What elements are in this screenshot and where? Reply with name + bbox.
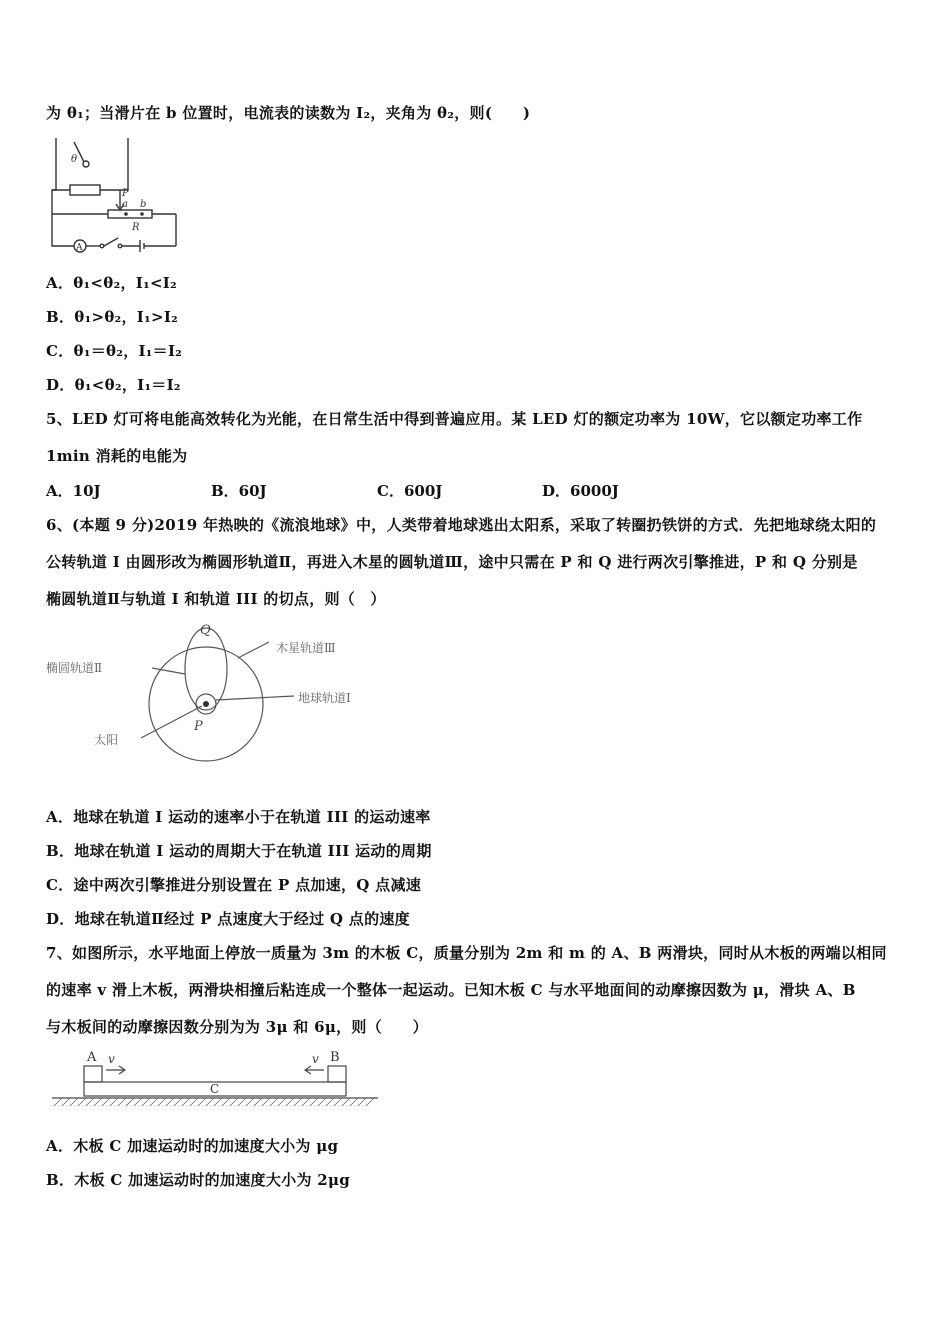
rheostat-R: [108, 210, 152, 218]
P-label: P: [194, 719, 203, 734]
q7-option-a[interactable]: A．木板 C 加速运动时的加速度大小为 μg: [46, 1137, 339, 1155]
ground-hatch: [54, 1098, 374, 1106]
q6-option-d[interactable]: D．地球在轨道Ⅱ经过 P 点速度大于经过 Q 点的速度: [46, 910, 410, 928]
q5-option-d[interactable]: D．6000J: [542, 482, 619, 500]
earth-orbit-label: 地球轨道Ⅰ: [298, 691, 351, 705]
P-label: P: [122, 188, 129, 199]
vA-label: v: [108, 1052, 115, 1066]
A-label: A: [87, 1050, 97, 1065]
block-B: [328, 1066, 346, 1082]
q5-stem-line2: 1min 消耗的电能为: [46, 447, 188, 465]
ellipse-orbit-label: 椭圆轨道Ⅱ: [46, 661, 103, 675]
C-label: C: [210, 1082, 220, 1096]
sun-dot: [203, 701, 209, 707]
q7-stem-line3: 与木板间的动摩擦因数分别为为 3μ 和 6μ，则（ ）: [46, 1018, 428, 1036]
jupiter-leader: [238, 642, 269, 658]
sun-leader: [141, 706, 202, 738]
earth-leader: [216, 696, 294, 700]
q7-stem-line1: 7、如图所示，水平地面上停放一质量为 3m 的木板 C，质量分别为 2m 和 m 的 A、B 两滑块，同时从木板的两端以相同: [46, 944, 887, 962]
jupiter-orbit-label: 木星轨道Ⅲ: [276, 641, 336, 655]
fixed-resistor: [70, 185, 100, 195]
ellipse-orbit: [185, 628, 227, 710]
q5-option-b[interactable]: B．60J: [211, 482, 267, 500]
q5-option-a[interactable]: A．10J: [46, 482, 101, 500]
sun-label: 太阳: [94, 733, 119, 747]
point-a: [124, 212, 128, 216]
R-label: R: [132, 222, 140, 233]
vB-label: v: [312, 1052, 319, 1066]
B-label: B: [330, 1050, 340, 1065]
block-A: [84, 1066, 102, 1082]
q4-stem-tail: 为 θ₁；当滑片在 b 位置时，电流表的读数为 I₂，夹角为 θ₂，则( ): [46, 104, 531, 122]
q6-stem-line3: 椭圆轨道Ⅱ与轨道 I 和轨道 III 的切点，则（ ）: [46, 590, 386, 608]
theta-label: θ: [71, 154, 78, 165]
q6-stem-line2: 公转轨道 I 由圆形改为椭圆形轨道Ⅱ，再进入木星的圆轨道Ⅲ，途中只需在 P 和 Q 进行两次引擎推进，P 和 Q 分别是: [46, 553, 858, 571]
q4-option-c[interactable]: C．θ₁＝θ₂，I₁＝I₂: [46, 342, 183, 360]
orbit-diagram: [44, 618, 394, 768]
ellipse-leader: [152, 668, 185, 674]
q5-stem-line1: 5、LED 灯可将电能高效转化为光能，在日常生活中得到普遍应用。某 LED 灯的额定功率为 10W，它以额定功率工作: [46, 410, 863, 428]
circuit-diagram: [44, 134, 184, 256]
ammeter-label: A: [76, 243, 83, 253]
charged-ball: [83, 161, 89, 167]
q6-option-b[interactable]: B．地球在轨道 I 运动的周期大于在轨道 III 运动的周期: [46, 842, 432, 860]
b-label: b: [140, 199, 147, 210]
q4-option-a[interactable]: A．θ₁<θ₂，I₁<I₂: [46, 274, 177, 292]
point-b: [140, 212, 144, 216]
q6-option-a[interactable]: A．地球在轨道 I 运动的速率小于在轨道 III 的运动速率: [46, 808, 431, 826]
q5-option-c[interactable]: C．600J: [377, 482, 443, 500]
q6-option-c[interactable]: C．途中两次引擎推进分别设置在 P 点加速，Q 点减速: [46, 876, 422, 894]
q6-stem-line1: 6、(本题 9 分)2019 年热映的《流浪地球》中，人类带着地球逃出太阳系，采取了转圈扔铁饼的方式．先把地球绕太阳的: [46, 516, 877, 534]
board-diagram: [50, 1046, 382, 1112]
q7-stem-line2: 的速率 v 滑上木板，两滑块相撞后粘连成一个整体一起运动。已知木板 C 与水平地面间的动摩擦因数为 μ，滑块 A、B: [46, 981, 856, 999]
switch: [104, 238, 118, 246]
a-label: a: [122, 199, 128, 210]
Q-label: Q: [200, 623, 211, 638]
q4-option-b[interactable]: B．θ₁>θ₂，I₁>I₂: [46, 308, 179, 326]
q4-option-d[interactable]: D．θ₁<θ₂，I₁＝I₂: [46, 376, 181, 394]
q7-option-b[interactable]: B．木板 C 加速运动时的加速度大小为 2μg: [46, 1171, 351, 1189]
